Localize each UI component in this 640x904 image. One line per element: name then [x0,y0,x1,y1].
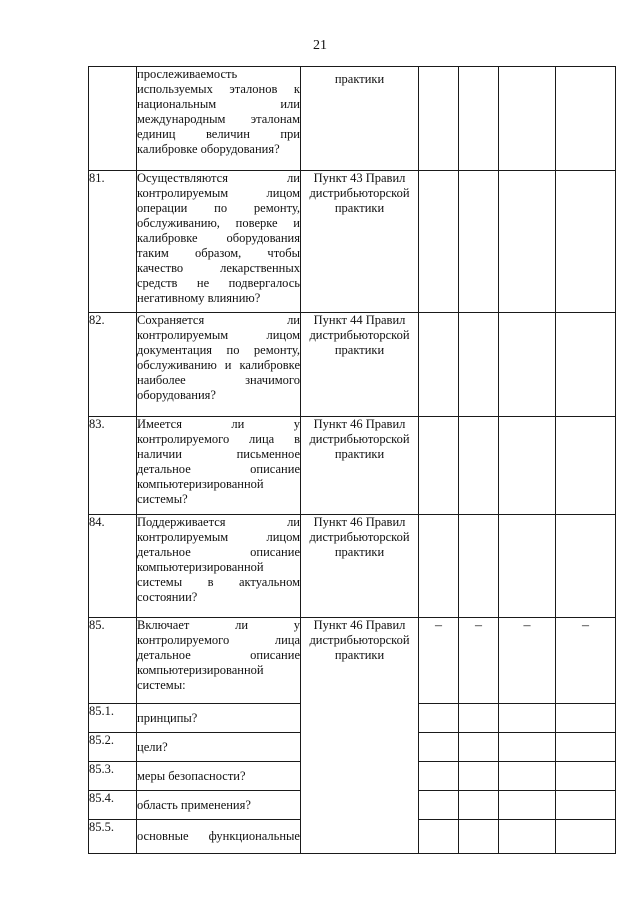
answer-cell-note [556,704,616,733]
reference-cell: Пункт 46 Правил дистрибьюторской практики [301,515,419,618]
table-row [89,171,616,313]
table-row [89,417,616,515]
row-number: 85.2. [89,733,137,762]
answer-cell-no [459,704,499,733]
answer-cell-yes [419,171,459,313]
answer-cell-no [459,67,499,171]
answer-cell-no [459,313,499,417]
reference-cell: Пункт 44 Правил дистрибьюторской практики [301,313,419,417]
answer-cell-na [499,417,556,515]
answer-cell-na [499,762,556,791]
answer-cell-no [459,417,499,515]
page-number: 21 [313,38,327,53]
reference-cell: Пункт 46 Правил дистрибьюторской практики [301,618,419,854]
question-cell: цели? [137,733,301,762]
answer-cell-note [556,733,616,762]
answer-cell-note [556,171,616,313]
answer-cell-yes [419,733,459,762]
answer-cell-note [556,762,616,791]
answer-cell-na [499,67,556,171]
table-row [89,618,616,704]
question-cell: принципы? [137,704,301,733]
dash-mark: – [419,618,459,704]
question-cell: Осуществляются ли контролируемым лицом операции по ремонту, обслуживанию, поверке и калибровке оборудования таким образом, чтобы качество лекарственных средств не подвергалось негативному влиянию? [137,171,301,313]
row-number: 83. [89,417,137,515]
answer-cell-note [556,313,616,417]
answer-cell-no [459,820,499,854]
answer-cell-yes [419,762,459,791]
answer-cell-na [499,733,556,762]
question-cell: прослеживаемость используемых эталонов к национальным или международным эталонам единиц величин при калибровке оборудования? [137,67,301,171]
answer-cell-note [556,820,616,854]
row-number: 85.3. [89,762,137,791]
answer-cell-na [499,313,556,417]
question-cell: Включает ли у контролируемого лица детальное описание компьютеризированной системы: [137,618,301,704]
row-number: 84. [89,515,137,618]
reference-cell: Пункт 43 Правил дистрибьюторской практики [301,171,419,313]
reference-cell: Пункт 46 Правил дистрибьюторской практики [301,417,419,515]
answer-cell-no [459,515,499,618]
answer-cell-yes [419,791,459,820]
answer-cell-no [459,791,499,820]
answer-cell-yes [419,515,459,618]
answer-cell-yes [419,820,459,854]
row-number: 85.5. [89,820,137,854]
row-number: 85.1. [89,704,137,733]
answer-cell-no [459,171,499,313]
answer-cell-yes [419,313,459,417]
question-cell: меры безопасности? [137,762,301,791]
row-number: 85. [89,618,137,704]
dash-mark: – [556,618,616,704]
answer-cell-na [499,171,556,313]
answer-cell-note [556,67,616,171]
checklist-table [88,66,616,854]
answer-cell-na [499,791,556,820]
row-number: 81. [89,171,137,313]
answer-cell-no [459,762,499,791]
answer-cell-note [556,417,616,515]
question-cell: Поддерживается ли контролируемым лицом детальное описание компьютеризированной системы в актуальном состоянии? [137,515,301,618]
answer-cell-no [459,733,499,762]
row-number: 85.4. [89,791,137,820]
question-cell: Сохраняется ли контролируемым лицом документация по ремонту, обслуживанию и калибровке наиболее значимого оборудования? [137,313,301,417]
answer-cell-yes [419,417,459,515]
answer-cell-na [499,820,556,854]
question-cell: основные функциональные [137,820,301,854]
answer-cell-yes [419,67,459,171]
answer-cell-yes [419,704,459,733]
table-row [89,313,616,417]
answer-cell-note [556,515,616,618]
table-row [89,67,616,171]
row-number: 82. [89,313,137,417]
dash-mark: – [459,618,499,704]
reference-cell: практики [301,67,419,171]
table-row [89,515,616,618]
dash-mark: – [499,618,556,704]
answer-cell-na [499,704,556,733]
answer-cell-note [556,791,616,820]
question-cell: область применения? [137,791,301,820]
question-cell: Имеется ли у контролируемого лица в наличии письменное детальное описание компьютеризированной системы? [137,417,301,515]
answer-cell-na [499,515,556,618]
row-number [89,67,137,171]
